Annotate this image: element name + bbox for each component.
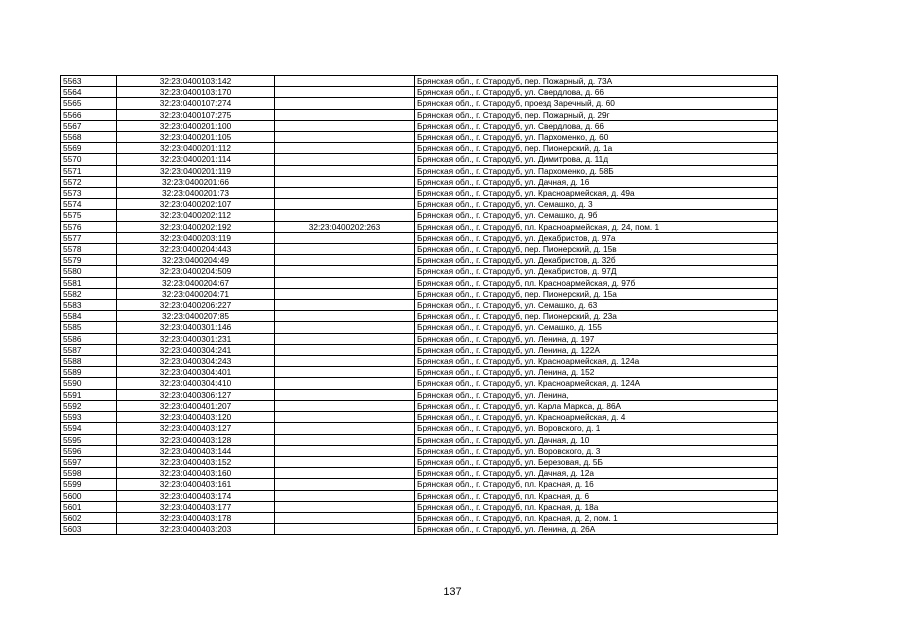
parent-cadastral-number-cell bbox=[275, 378, 415, 389]
row-number-cell: 5581 bbox=[61, 277, 117, 288]
table-row bbox=[61, 468, 778, 479]
parent-cadastral-number-cell bbox=[275, 109, 415, 120]
row-number-cell: 5586 bbox=[61, 333, 117, 344]
address-cell: Брянская обл., г. Стародуб, ул. Карла Маркса, д. 86А bbox=[415, 400, 778, 411]
address-cell: Брянская обл., г. Стародуб, ул. Ленина, д. 197 bbox=[415, 333, 778, 344]
address-cell: Брянская обл., г. Стародуб, ул. Дачная, д. 10 bbox=[415, 434, 778, 445]
table-row bbox=[61, 300, 778, 311]
row-number-cell: 5578 bbox=[61, 244, 117, 255]
cadastral-number-cell: 32:23:0400304:401 bbox=[117, 367, 275, 378]
table-row bbox=[61, 76, 778, 87]
table-row bbox=[61, 412, 778, 423]
parent-cadastral-number-cell bbox=[275, 76, 415, 87]
cadastral-number-cell: 32:23:0400403:152 bbox=[117, 456, 275, 467]
cadastral-number-cell: 32:23:0400201:66 bbox=[117, 176, 275, 187]
row-number-cell: 5598 bbox=[61, 468, 117, 479]
page-number: 137 bbox=[443, 586, 462, 598]
parent-cadastral-number-cell bbox=[275, 501, 415, 512]
row-number-cell: 5590 bbox=[61, 378, 117, 389]
table-row bbox=[61, 333, 778, 344]
parent-cadastral-number-cell bbox=[275, 490, 415, 501]
address-cell: Брянская обл., г. Стародуб, ул. Красноармейская, д. 124а bbox=[415, 356, 778, 367]
table-row bbox=[61, 389, 778, 400]
parent-cadastral-number-cell bbox=[275, 143, 415, 154]
row-number-cell: 5585 bbox=[61, 322, 117, 333]
parent-cadastral-number-cell bbox=[275, 423, 415, 434]
cadastral-number-cell: 32:23:0400403:120 bbox=[117, 412, 275, 423]
parent-cadastral-number-cell bbox=[275, 87, 415, 98]
parent-cadastral-number-cell bbox=[275, 456, 415, 467]
row-number-cell: 5577 bbox=[61, 232, 117, 243]
address-cell: Брянская обл., г. Стародуб, ул. Декабристов, д. 97Д bbox=[415, 266, 778, 277]
table-row bbox=[61, 154, 778, 165]
row-number-cell: 5580 bbox=[61, 266, 117, 277]
parent-cadastral-number-cell bbox=[275, 412, 415, 423]
address-cell: Брянская обл., г. Стародуб, пл. Красная, д. 6 bbox=[415, 490, 778, 501]
parent-cadastral-number-cell bbox=[275, 434, 415, 445]
table-row bbox=[61, 311, 778, 322]
address-cell: Брянская обл., г. Стародуб, ул. Декабристов, д. 97а bbox=[415, 232, 778, 243]
address-cell: Брянская обл., г. Стародуб, ул. Свердлова, д. 66 bbox=[415, 87, 778, 98]
row-number-cell: 5593 bbox=[61, 412, 117, 423]
cadastral-number-cell: 32:23:0400403:144 bbox=[117, 445, 275, 456]
cadastral-number-cell: 32:23:0400202:112 bbox=[117, 210, 275, 221]
table-row bbox=[61, 210, 778, 221]
parent-cadastral-number-cell bbox=[275, 322, 415, 333]
address-cell: Брянская обл., г. Стародуб, ул. Пархоменко, д. 60 bbox=[415, 132, 778, 143]
parent-cadastral-number-cell bbox=[275, 176, 415, 187]
table-row bbox=[61, 176, 778, 187]
table-row bbox=[61, 479, 778, 490]
cadastral-number-cell: 32:23:0400107:275 bbox=[117, 109, 275, 120]
parent-cadastral-number-cell bbox=[275, 300, 415, 311]
row-number-cell: 5575 bbox=[61, 210, 117, 221]
row-number-cell: 5601 bbox=[61, 501, 117, 512]
address-cell: Брянская обл., г. Стародуб, пер. Пожарный, д. 73А bbox=[415, 76, 778, 87]
table-row bbox=[61, 288, 778, 299]
row-number-cell: 5564 bbox=[61, 87, 117, 98]
parent-cadastral-number-cell bbox=[275, 188, 415, 199]
table-row bbox=[61, 255, 778, 266]
table-row bbox=[61, 434, 778, 445]
address-cell: Брянская обл., г. Стародуб, пер. Пионерский, д. 15а bbox=[415, 288, 778, 299]
row-number-cell: 5565 bbox=[61, 98, 117, 109]
cadastral-number-cell: 32:23:0400203:119 bbox=[117, 232, 275, 243]
address-cell: Брянская обл., г. Стародуб, пер. Пионерский, д. 1а bbox=[415, 143, 778, 154]
cadastral-number-cell: 32:23:0400201:119 bbox=[117, 165, 275, 176]
parent-cadastral-number-cell bbox=[275, 512, 415, 523]
cadastral-number-cell: 32:23:0400304:241 bbox=[117, 344, 275, 355]
address-cell: Брянская обл., г. Стародуб, проезд Заречный, д. 60 bbox=[415, 98, 778, 109]
cadastral-number-cell: 32:23:0400201:100 bbox=[117, 120, 275, 131]
table-row bbox=[61, 456, 778, 467]
address-cell: Брянская обл., г. Стародуб, пл. Красная, д. 18а bbox=[415, 501, 778, 512]
table-row bbox=[61, 188, 778, 199]
table-row bbox=[61, 367, 778, 378]
address-cell: Брянская обл., г. Стародуб, пер. Пионерский, д. 15в bbox=[415, 244, 778, 255]
table-row bbox=[61, 244, 778, 255]
parent-cadastral-number-cell bbox=[275, 120, 415, 131]
table-row bbox=[61, 322, 778, 333]
cadastral-number-cell: 32:23:0400403:178 bbox=[117, 512, 275, 523]
table-row bbox=[61, 344, 778, 355]
parent-cadastral-number-cell bbox=[275, 165, 415, 176]
parent-cadastral-number-cell bbox=[275, 524, 415, 535]
row-number-cell: 5589 bbox=[61, 367, 117, 378]
address-cell: Брянская обл., г. Стародуб, ул. Ленина, д. 152 bbox=[415, 367, 778, 378]
row-number-cell: 5568 bbox=[61, 132, 117, 143]
parent-cadastral-number-cell bbox=[275, 389, 415, 400]
parent-cadastral-number-cell bbox=[275, 266, 415, 277]
table-row bbox=[61, 356, 778, 367]
address-cell: Брянская обл., г. Стародуб, ул. Красноармейская, д. 49а bbox=[415, 188, 778, 199]
table-row bbox=[61, 199, 778, 210]
table-row bbox=[61, 109, 778, 120]
row-number-cell: 5603 bbox=[61, 524, 117, 535]
parent-cadastral-number-cell bbox=[275, 199, 415, 210]
parent-cadastral-number-cell bbox=[275, 479, 415, 490]
table-row bbox=[61, 445, 778, 456]
address-cell: Брянская обл., г. Стародуб, ул. Семашко, д. 9б bbox=[415, 210, 778, 221]
parent-cadastral-number-cell bbox=[275, 468, 415, 479]
row-number-cell: 5583 bbox=[61, 300, 117, 311]
address-cell: Брянская обл., г. Стародуб, пл. Красная, д. 16 bbox=[415, 479, 778, 490]
parent-cadastral-number-cell bbox=[275, 132, 415, 143]
row-number-cell: 5596 bbox=[61, 445, 117, 456]
cadastral-number-cell: 32:23:0400403:174 bbox=[117, 490, 275, 501]
table-row bbox=[61, 501, 778, 512]
row-number-cell: 5594 bbox=[61, 423, 117, 434]
row-number-cell: 5572 bbox=[61, 176, 117, 187]
parent-cadastral-number-cell bbox=[275, 255, 415, 266]
address-cell: Брянская обл., г. Стародуб, ул. Дачная, д. 16 bbox=[415, 176, 778, 187]
row-number-cell: 5588 bbox=[61, 356, 117, 367]
cadastral-number-cell: 32:23:0400204:509 bbox=[117, 266, 275, 277]
cadastral-number-cell: 32:23:0400403:128 bbox=[117, 434, 275, 445]
address-cell: Брянская обл., г. Стародуб, ул. Воровского, д. 1 bbox=[415, 423, 778, 434]
row-number-cell: 5569 bbox=[61, 143, 117, 154]
address-cell: Брянская обл., г. Стародуб, ул. Семашко, д. 155 bbox=[415, 322, 778, 333]
row-number-cell: 5591 bbox=[61, 389, 117, 400]
address-cell: Брянская обл., г. Стародуб, ул. Дачная, д. 12а bbox=[415, 468, 778, 479]
row-number-cell: 5582 bbox=[61, 288, 117, 299]
parent-cadastral-number-cell bbox=[275, 445, 415, 456]
parent-cadastral-number-cell bbox=[275, 154, 415, 165]
table-row bbox=[61, 87, 778, 98]
parent-cadastral-number-cell: 32:23:0400202:263 bbox=[275, 221, 415, 232]
cadastral-number-cell: 32:23:0400202:107 bbox=[117, 199, 275, 210]
cadastral-number-cell: 32:23:0400306:127 bbox=[117, 389, 275, 400]
cadastral-number-cell: 32:23:0400103:142 bbox=[117, 76, 275, 87]
table-row bbox=[61, 423, 778, 434]
row-number-cell: 5592 bbox=[61, 400, 117, 411]
parent-cadastral-number-cell bbox=[275, 232, 415, 243]
cadastral-number-cell: 32:23:0400206:227 bbox=[117, 300, 275, 311]
address-cell: Брянская обл., г. Стародуб, пл. Красноармейская, д. 24, пом. 1 bbox=[415, 221, 778, 232]
cadastral-number-cell: 32:23:0400201:73 bbox=[117, 188, 275, 199]
parent-cadastral-number-cell bbox=[275, 98, 415, 109]
table-row bbox=[61, 232, 778, 243]
cadastral-number-cell: 32:23:0400204:443 bbox=[117, 244, 275, 255]
cadastral-number-cell: 32:23:0400304:410 bbox=[117, 378, 275, 389]
address-cell: Брянская обл., г. Стародуб, ул. Димитрова, д. 11д bbox=[415, 154, 778, 165]
parent-cadastral-number-cell bbox=[275, 333, 415, 344]
row-number-cell: 5579 bbox=[61, 255, 117, 266]
cadastral-number-cell: 32:23:0400103:170 bbox=[117, 87, 275, 98]
table-row bbox=[61, 120, 778, 131]
row-number-cell: 5595 bbox=[61, 434, 117, 445]
address-cell: Брянская обл., г. Стародуб, пл. Красная, д. 2, пом. 1 bbox=[415, 512, 778, 523]
address-cell: Брянская обл., г. Стародуб, ул. Пархоменко, д. 58Б bbox=[415, 165, 778, 176]
parent-cadastral-number-cell bbox=[275, 400, 415, 411]
table-row bbox=[61, 221, 778, 232]
cadastral-number-cell: 32:23:0400204:67 bbox=[117, 277, 275, 288]
address-cell: Брянская обл., г. Стародуб, ул. Ленина, д. 122А bbox=[415, 344, 778, 355]
table-row bbox=[61, 512, 778, 523]
parent-cadastral-number-cell bbox=[275, 311, 415, 322]
table-row bbox=[61, 378, 778, 389]
cadastral-number-cell: 32:23:0400107:274 bbox=[117, 98, 275, 109]
table-row bbox=[61, 266, 778, 277]
address-cell: Брянская обл., г. Стародуб, ул. Декабристов, д. 32б bbox=[415, 255, 778, 266]
table-row bbox=[61, 524, 778, 535]
table-row bbox=[61, 132, 778, 143]
row-number-cell: 5587 bbox=[61, 344, 117, 355]
row-number-cell: 5599 bbox=[61, 479, 117, 490]
parent-cadastral-number-cell bbox=[275, 210, 415, 221]
parent-cadastral-number-cell bbox=[275, 367, 415, 378]
parent-cadastral-number-cell bbox=[275, 288, 415, 299]
row-number-cell: 5571 bbox=[61, 165, 117, 176]
cadastral-number-cell: 32:23:0400304:243 bbox=[117, 356, 275, 367]
cadastral-number-cell: 32:23:0400202:192 bbox=[117, 221, 275, 232]
registry-table bbox=[60, 75, 778, 535]
row-number-cell: 5574 bbox=[61, 199, 117, 210]
parent-cadastral-number-cell bbox=[275, 277, 415, 288]
address-cell: Брянская обл., г. Стародуб, ул. Березовая, д. 5Б bbox=[415, 456, 778, 467]
cadastral-number-cell: 32:23:0400204:71 bbox=[117, 288, 275, 299]
table-row bbox=[61, 490, 778, 501]
cadastral-number-cell: 32:23:0400201:114 bbox=[117, 154, 275, 165]
cadastral-number-cell: 32:23:0400403:127 bbox=[117, 423, 275, 434]
table-row bbox=[61, 143, 778, 154]
row-number-cell: 5597 bbox=[61, 456, 117, 467]
row-number-cell: 5584 bbox=[61, 311, 117, 322]
row-number-cell: 5567 bbox=[61, 120, 117, 131]
table-row bbox=[61, 277, 778, 288]
table-row bbox=[61, 98, 778, 109]
cadastral-number-cell: 32:23:0400201:105 bbox=[117, 132, 275, 143]
cadastral-number-cell: 32:23:0400204:49 bbox=[117, 255, 275, 266]
cadastral-number-cell: 32:23:0400201:112 bbox=[117, 143, 275, 154]
address-cell: Брянская обл., г. Стародуб, пер. Пионерский, д. 23а bbox=[415, 311, 778, 322]
table-row bbox=[61, 165, 778, 176]
address-cell: Брянская обл., г. Стародуб, пер. Пожарный, д. 29г bbox=[415, 109, 778, 120]
parent-cadastral-number-cell bbox=[275, 344, 415, 355]
address-cell: Брянская обл., г. Стародуб, ул. Ленина, bbox=[415, 389, 778, 400]
cadastral-number-cell: 32:23:0400403:177 bbox=[117, 501, 275, 512]
address-cell: Брянская обл., г. Стародуб, пл. Красноармейская, д. 97б bbox=[415, 277, 778, 288]
address-cell: Брянская обл., г. Стародуб, ул. Семашко, д. 63 bbox=[415, 300, 778, 311]
row-number-cell: 5570 bbox=[61, 154, 117, 165]
cadastral-number-cell: 32:23:0400403:161 bbox=[117, 479, 275, 490]
row-number-cell: 5563 bbox=[61, 76, 117, 87]
row-number-cell: 5576 bbox=[61, 221, 117, 232]
address-cell: Брянская обл., г. Стародуб, ул. Ленина, д. 26А bbox=[415, 524, 778, 535]
row-number-cell: 5602 bbox=[61, 512, 117, 523]
parent-cadastral-number-cell bbox=[275, 356, 415, 367]
cadastral-number-cell: 32:23:0400403:203 bbox=[117, 524, 275, 535]
address-cell: Брянская обл., г. Стародуб, ул. Семашко, д. 3 bbox=[415, 199, 778, 210]
row-number-cell: 5573 bbox=[61, 188, 117, 199]
cadastral-number-cell: 32:23:0400403:160 bbox=[117, 468, 275, 479]
address-cell: Брянская обл., г. Стародуб, ул. Воровского, д. 3 bbox=[415, 445, 778, 456]
parent-cadastral-number-cell bbox=[275, 244, 415, 255]
cadastral-number-cell: 32:23:0400207:85 bbox=[117, 311, 275, 322]
address-cell: Брянская обл., г. Стародуб, ул. Красноармейская, д. 124А bbox=[415, 378, 778, 389]
address-cell: Брянская обл., г. Стародуб, ул. Красноармейская, д. 4 bbox=[415, 412, 778, 423]
cadastral-number-cell: 32:23:0400401:207 bbox=[117, 400, 275, 411]
table-row bbox=[61, 400, 778, 411]
row-number-cell: 5600 bbox=[61, 490, 117, 501]
cadastral-number-cell: 32:23:0400301:231 bbox=[117, 333, 275, 344]
cadastral-number-cell: 32:23:0400301:146 bbox=[117, 322, 275, 333]
address-cell: Брянская обл., г. Стародуб, ул. Свердлова, д. 66 bbox=[415, 120, 778, 131]
row-number-cell: 5566 bbox=[61, 109, 117, 120]
registry-table-body bbox=[61, 76, 778, 535]
